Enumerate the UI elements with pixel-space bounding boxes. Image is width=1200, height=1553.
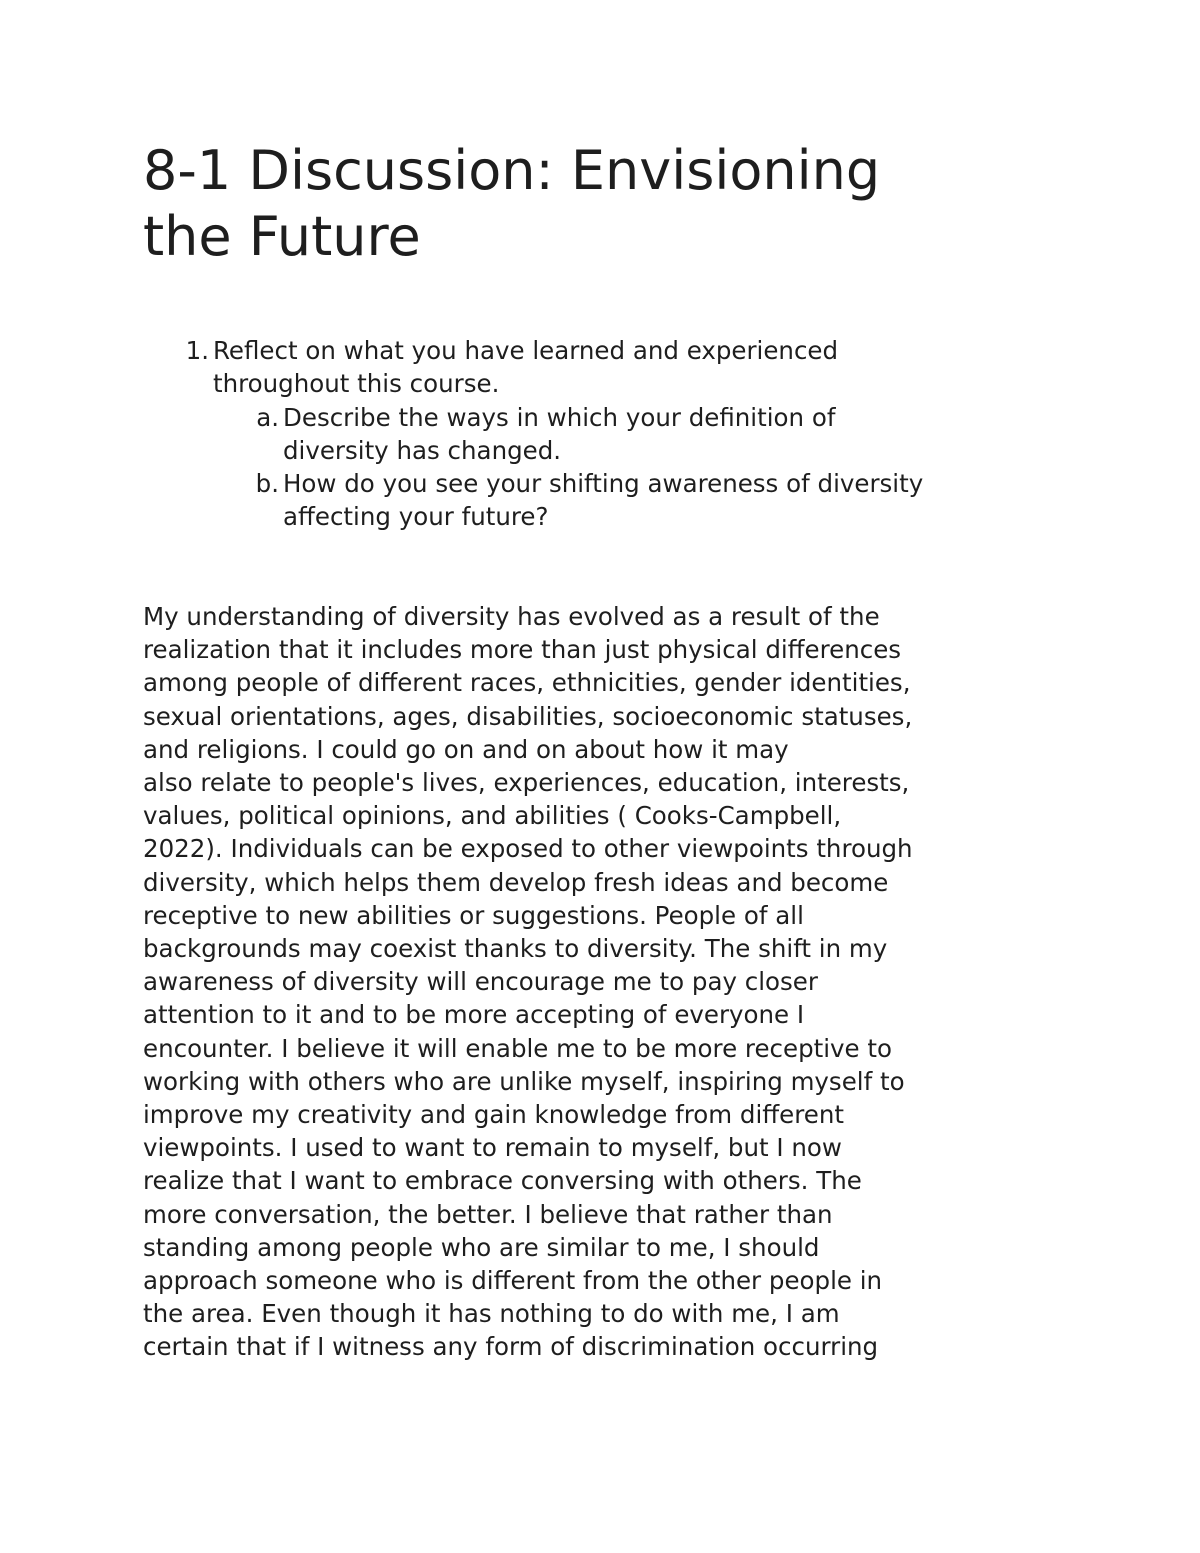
prompt-subitem-a	[143, 401, 1103, 434]
prompt-item-text: Reflect on what you have learned and experienced	[213, 336, 839, 365]
response-line: the area. Even though it has nothing to do with me, I am	[143, 1299, 840, 1329]
prompt-item-1-continued	[143, 367, 1103, 400]
prompt-item-text: throughout this course.	[213, 369, 500, 399]
title-line: the Future	[143, 205, 421, 268]
response-line: among people of different races, ethnicities, gender identities,	[143, 668, 911, 698]
response-line: realization that it includes more than just physical differences	[143, 635, 902, 665]
response-line: certain that if I witness any form of discrimination occurring	[143, 1332, 879, 1362]
response-line: backgrounds may coexist thanks to diversity. The shift in my	[143, 934, 888, 964]
list-marker: 1.	[185, 336, 209, 365]
response-line: improve my creativity and gain knowledge from different	[143, 1100, 844, 1130]
discussion-prompt-list	[143, 334, 1103, 534]
document-title	[143, 138, 1103, 270]
response-line: standing among people who are similar to me, I should	[143, 1232, 820, 1262]
prompt-subitem-text: Describe the ways in which your definition of	[283, 402, 836, 432]
prompt-subitem-b-continued	[143, 500, 1103, 533]
response-line: sexual orientations, ages, disabilities, socioeconomic statuses,	[143, 701, 913, 731]
list-marker: a.	[256, 402, 279, 432]
title-line: 8-1 Discussion: Envisioning	[143, 139, 881, 202]
prompt-subitem-b	[143, 467, 1103, 500]
response-line: realize that I want to embrace conversing with others. The	[143, 1166, 862, 1196]
response-line: My understanding of diversity has evolved as a result of the	[143, 602, 880, 631]
response-line: working with others who are unlike myself, inspiring myself to	[143, 1066, 905, 1096]
prompt-subitem-text: How do you see your shifting awareness of diversity	[283, 469, 924, 499]
response-line: approach someone who is different from the other people in	[143, 1266, 883, 1296]
response-line: and religions. I could go on and on about how it may	[143, 734, 789, 764]
response-line: values, political opinions, and abilities ( Cooks-Campbell,	[143, 801, 842, 831]
prompt-subitem-text: affecting your future?	[283, 502, 549, 532]
response-line: more conversation, the better. I believe that rather than	[143, 1199, 833, 1229]
response-paragraph	[143, 600, 1103, 1364]
response-line: also relate to people's lives, experiences, education, interests,	[143, 768, 910, 798]
response-line: diversity, which helps them develop fresh ideas and become	[143, 867, 889, 897]
prompt-subitem-a-continued	[143, 434, 1103, 467]
prompt-subitem-text: diversity has changed.	[283, 435, 562, 465]
response-line: 2022). Individuals can be exposed to other viewpoints through	[143, 834, 913, 864]
response-line: receptive to new abilities or suggestions. People of all	[143, 900, 804, 930]
response-line: viewpoints. I used to want to remain to myself, but I now	[143, 1133, 842, 1163]
list-marker: b.	[255, 469, 279, 499]
response-line: attention to it and to be more accepting of everyone I	[143, 1000, 805, 1030]
response-line: awareness of diversity will encourage me to pay closer	[143, 967, 818, 997]
response-line: encounter. I believe it will enable me to be more receptive to	[143, 1033, 893, 1063]
prompt-item-1	[143, 334, 1103, 367]
